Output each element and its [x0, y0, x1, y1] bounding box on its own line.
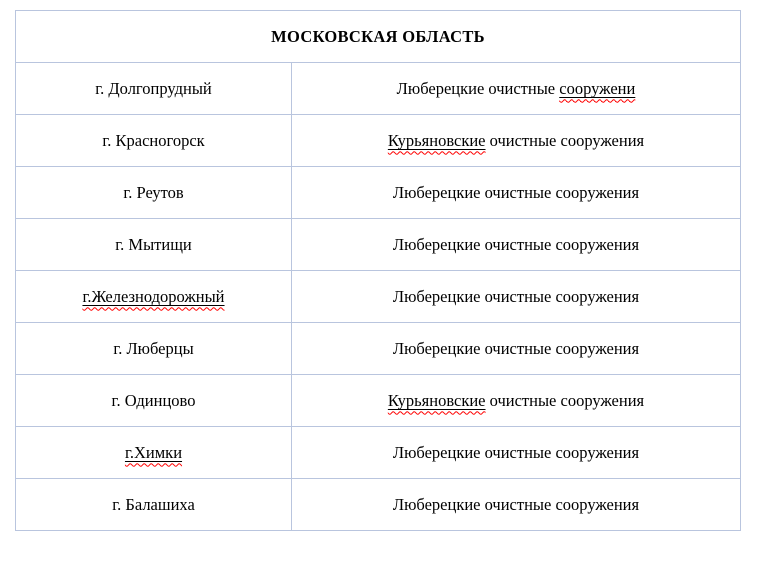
misspelled-text: г.Железнодорожный	[82, 286, 225, 306]
facility-cell	[292, 219, 741, 271]
cell-text: г. Реутов	[123, 182, 184, 202]
table-row	[16, 479, 741, 531]
cell-text: Люберецкие очистные	[396, 78, 560, 98]
city-cell	[16, 375, 292, 427]
city-cell	[16, 167, 292, 219]
city-cell	[16, 323, 292, 375]
cell-text: г. Долгопрудный	[95, 78, 212, 98]
table-row	[16, 167, 741, 219]
city-cell	[16, 115, 292, 167]
cell-text: Люберецкие очистные сооружения	[392, 494, 640, 514]
table-row	[16, 219, 741, 271]
misspelled-text: сооружени	[559, 78, 636, 98]
table-row	[16, 271, 741, 323]
facility-cell	[292, 479, 741, 531]
cell-text: Люберецкие очистные сооружения	[392, 182, 640, 202]
facility-cell	[292, 115, 741, 167]
table-row	[16, 63, 741, 115]
facility-cell	[292, 323, 741, 375]
facility-cell	[292, 167, 741, 219]
cell-text: г. Балашиха	[112, 494, 195, 514]
table-row	[16, 375, 741, 427]
table-row	[16, 115, 741, 167]
misspelled-text: Курьяновские	[387, 390, 486, 410]
cell-text: очистные сооружения	[485, 130, 645, 150]
table-row	[16, 427, 741, 479]
cell-text: Люберецкие очистные сооружения	[392, 286, 640, 306]
table-row	[16, 323, 741, 375]
misspelled-text: Курьяновские	[387, 130, 486, 150]
cell-text: г. Красногорск	[102, 130, 205, 150]
facility-cell	[292, 375, 741, 427]
cell-text: очистные сооружения	[485, 390, 645, 410]
facility-cell	[292, 271, 741, 323]
cell-text: г. Люберцы	[113, 338, 194, 358]
cell-text: г. Мытищи	[115, 234, 192, 254]
cell-text: Люберецкие очистные сооружения	[392, 338, 640, 358]
table-title: МОСКОВСКАЯ ОБЛАСТЬ	[16, 11, 741, 63]
facility-cell	[292, 63, 741, 115]
cell-text: Люберецкие очистные сооружения	[392, 442, 640, 462]
city-cell	[16, 427, 292, 479]
facilities-table	[15, 10, 741, 531]
cell-text: Люберецкие очистные сооружения	[392, 234, 640, 254]
misspelled-text: г.Химки	[124, 442, 183, 462]
table-body	[16, 63, 741, 531]
city-cell	[16, 63, 292, 115]
city-cell	[16, 219, 292, 271]
table-title-row	[16, 11, 741, 63]
city-cell	[16, 479, 292, 531]
facility-cell	[292, 427, 741, 479]
city-cell	[16, 271, 292, 323]
cell-text: г. Одинцово	[111, 390, 196, 410]
